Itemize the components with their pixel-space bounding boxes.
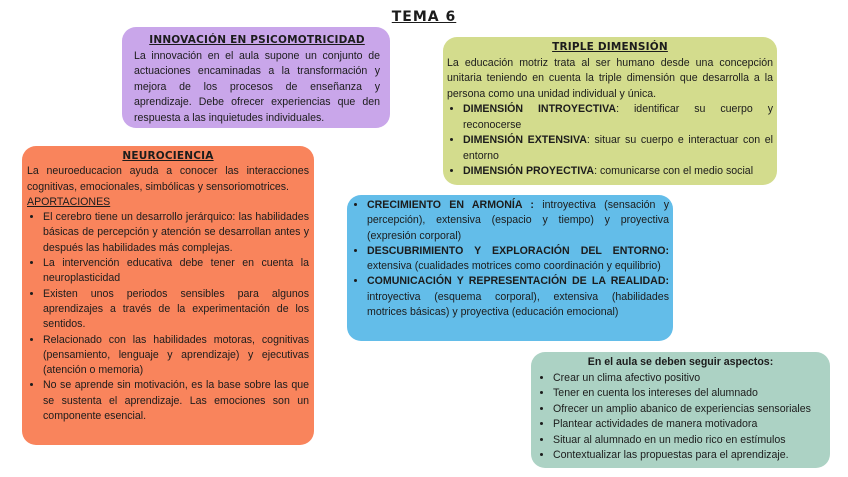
aula-item: • Plantear actividades de manera motivadora	[553, 417, 824, 433]
aula-box	[531, 352, 830, 468]
aportaciones-label: APORTACIONES	[27, 195, 111, 208]
neuro-list	[27, 210, 309, 424]
neuro-item: • No se aprende sin motivación, es la base sobre las que se sustenta el aprendizaje. Las emociones son un componente esencial.	[43, 378, 309, 424]
neuro-item: • La intervención educativa debe tener en cuenta la neuroplasticidad	[43, 256, 309, 287]
aula-item: • Tener en cuenta los intereses del alumnado	[553, 386, 824, 402]
aula-list	[537, 371, 824, 464]
crecimiento-item-title: COMUNICACIÓN Y REPRESENTACIÓN DE LA REALIDAD:	[367, 275, 669, 288]
aula-item: • Ofrecer un amplio abanico de experiencias sensoriales	[553, 402, 824, 418]
crecimiento-item	[367, 198, 669, 244]
aula-item: • Crear un clima afectivo positivo	[553, 371, 824, 387]
neuro-item: • Existen unos periodos sensibles para algunos aprendizajes a través de la experimentación de los sentidos.	[43, 287, 309, 333]
aula-item: • Contextualizar las propuestas para el aprendizaje.	[553, 448, 824, 464]
neuro-text: La neuroeducacion ayuda a conocer las interacciones cognitivas, emocionales, simbólicas y sensoriomotrices.	[27, 165, 309, 193]
triple-list	[447, 102, 773, 180]
crecimiento-item-text: introyectiva (esquema corporal), extensiva (habilidades motrices básicas) y proyectiva (educación emocional)	[367, 290, 669, 319]
crecimiento-box	[347, 195, 673, 341]
neuro-item: • El cerebro tiene un desarrollo jerárquico: las habilidades básicas de percepción y atención se desarrollan antes y después las habilidades más complejas.	[43, 210, 309, 256]
triple-item-title: DIMENSIÓN EXTENSIVA	[463, 134, 587, 146]
triple-item-title: DIMENSIÓN PROYECTIVA	[463, 165, 595, 177]
triple-item	[463, 102, 773, 133]
neuro-item: • Relacionado con las habilidades motoras, cognitivas (pensamiento, lenguaje y aprendizaje) y ejecutivas (atención o memoria)	[43, 333, 309, 379]
crecimiento-item-text: introyectiva (sensación y percepción), extensiva (espacio y tiempo) y proyectiva (expresión corporal)	[367, 199, 669, 242]
triple-item	[463, 164, 773, 180]
triple-item-title: DIMENSIÓN INTROYECTIVA	[463, 103, 617, 115]
innovacion-text: La innovación en el aula supone un conjunto de actuaciones encaminadas a la transformación y mejora de los procesos de enseñanza y aprendizaje. Debe ofrecer experiencias que den respuesta a las inquietudes individuales.	[134, 49, 380, 124]
crecimiento-item	[367, 244, 669, 275]
triple-heading: TRIPLE DIMENSIÓN	[552, 41, 668, 53]
triple-item	[463, 133, 773, 164]
page-title: TEMA 6	[391, 9, 457, 25]
crecimiento-item	[367, 274, 669, 320]
aula-heading: En el aula se deben seguir aspectos:	[587, 356, 774, 368]
triple-text: La educación motriz trata al ser humano desde una concepción unitaria teniendo en cuenta la triple dimensión que desarrolla a la persona como una unidad individual y única.	[447, 56, 773, 100]
innovacion-box	[122, 27, 390, 128]
triple-item-text: : situar su cuerpo e interactuar con el entorno	[463, 134, 773, 162]
crecimiento-item-title: DESCUBRIMIENTO Y EXPLORACIÓN DEL ENTORNO:	[367, 244, 669, 257]
neurociencia-box	[22, 146, 314, 445]
triple-dimension-box	[443, 37, 777, 185]
neuro-heading: NEUROCIENCIA	[122, 150, 214, 162]
crecimiento-item-text: extensiva (cualidades motrices como coordinación y equilibrio)	[367, 260, 661, 273]
triple-item-text: : comunicarse con el medio social	[594, 165, 754, 177]
crecimiento-item-title: CRECIMIENTO EN ARMONÍA :	[367, 199, 534, 211]
innovacion-heading: INNOVACIÓN EN PSICOMOTRICIDAD	[149, 34, 365, 46]
triple-item-text: : identificar su cuerpo y reconocerse	[463, 103, 773, 131]
crecimiento-list	[351, 198, 669, 320]
aula-item: • Situar al alumnado en un medio rico en estímulos	[553, 433, 824, 449]
